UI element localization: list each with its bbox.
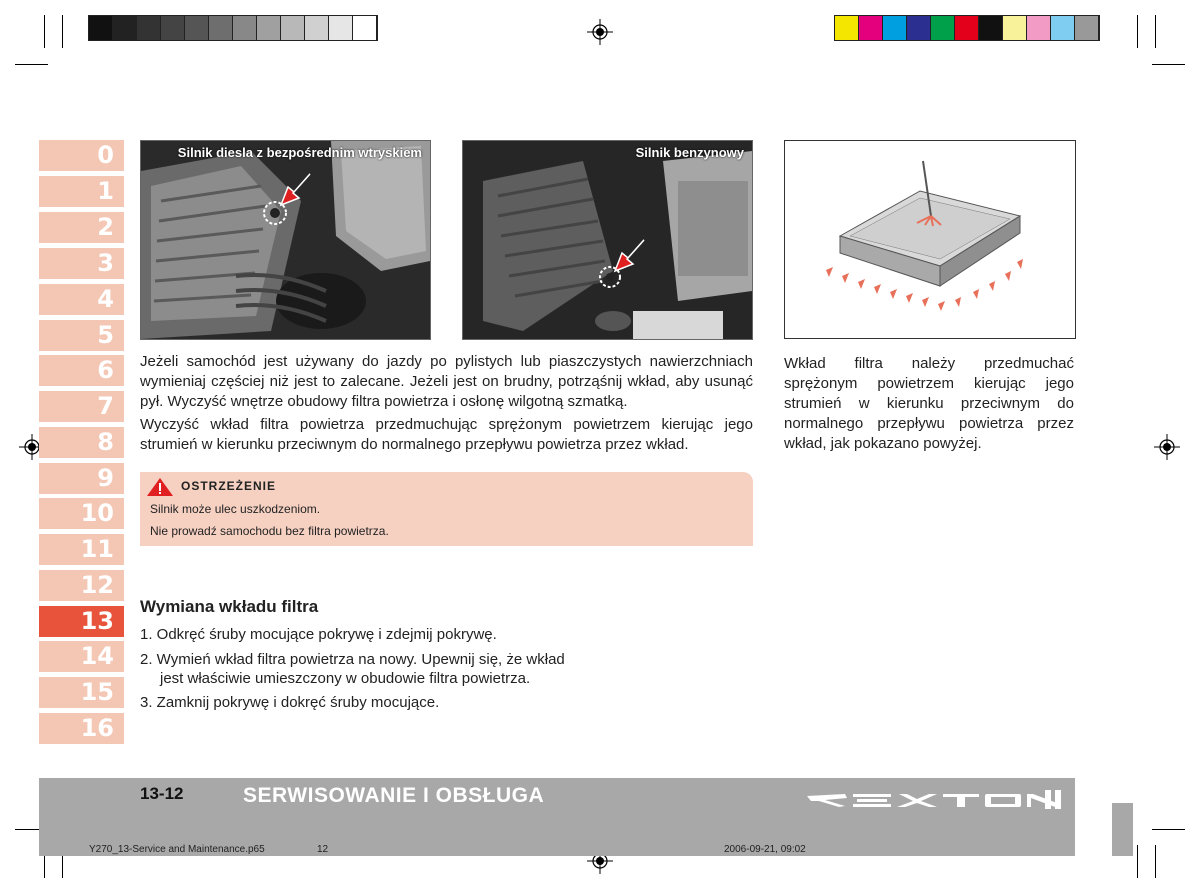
rexton-logo-icon [805, 786, 1065, 812]
tab-chapter-2[interactable]: 2 [39, 212, 124, 243]
slug-filename: Y270_13-Service and Maintenance.p65 [89, 844, 265, 855]
warning-box [140, 472, 753, 546]
section-title: Wymiana wkładu filtra [140, 597, 319, 616]
page-edge-tab [1112, 803, 1133, 856]
process-color-bar [834, 15, 1100, 41]
petrol-engine-photo [462, 140, 753, 340]
tab-chapter-14[interactable]: 14 [39, 641, 124, 672]
page-number: 13-12 [140, 784, 184, 803]
tab-chapter-10[interactable]: 10 [39, 498, 124, 529]
tab-chapter-9[interactable]: 9 [39, 463, 124, 494]
air-filter-illustration [785, 141, 1075, 338]
filter-blow-out-paragraph: Wkład filtra należy przedmuchać sprężonym powietrzem kierując jego strumień w kierunku przeciwnym do normalnego przepływu powietrza przez wkład, jak pokazano powyżej. [784, 355, 1074, 452]
petrol-photo-caption: Silnik benzynowy [635, 145, 744, 160]
tab-chapter-3[interactable]: 3 [39, 248, 124, 279]
step-item: 2. Wymień wkład filtra powietrza na nowy. Upewnij się, że wkład [140, 651, 565, 668]
filter-illustration-frame [784, 140, 1076, 339]
cleaning-paragraph: Wyczyść wkład filtra powietrza przedmuchując sprężonym powietrzem kierując jego strumień w kierunku przeciwnym do normalnego przepływu powietrza przez wkład. [140, 416, 753, 453]
diesel-photo-caption: Silnik diesla z bezpośrednim wtryskiem [177, 145, 422, 160]
grayscale-color-bar [88, 15, 378, 41]
tab-chapter-7[interactable]: 7 [39, 391, 124, 422]
warning-line: Nie prowadź samochodu bez filtra powietrza. [150, 524, 389, 538]
petrol-engine-illustration [463, 141, 752, 339]
tab-chapter-15[interactable]: 15 [39, 677, 124, 708]
rexton-logo [805, 786, 1065, 812]
warning-title: OSTRZEŻENIE [181, 479, 277, 493]
tab-chapter-11[interactable]: 11 [39, 534, 124, 565]
tab-chapter-12[interactable]: 12 [39, 570, 124, 601]
registration-mark-icon [1154, 434, 1180, 460]
slug-date: 2006-09-21, 09:02 [724, 844, 806, 855]
tab-chapter-8[interactable]: 8 [39, 427, 124, 458]
step-item: 1. Odkręć śruby mocujące pokrywę i zdejmij pokrywę. [140, 626, 497, 643]
tab-chapter-1[interactable]: 1 [39, 176, 124, 207]
tab-chapter-16[interactable]: 16 [39, 713, 124, 744]
tab-chapter-4[interactable]: 4 [39, 284, 124, 315]
tab-chapter-5[interactable]: 5 [39, 320, 124, 351]
step-item: 3. Zamknij pokrywę i dokręć śruby mocujące. [140, 694, 440, 711]
diesel-engine-photo [140, 140, 431, 340]
tab-chapter-6[interactable]: 6 [39, 355, 124, 386]
warning-line: Silnik może ulec uszkodzeniom. [150, 502, 321, 516]
slug-page: 12 [317, 844, 329, 855]
chapter-title: SERWISOWANIE I OBSŁUGA [243, 784, 545, 807]
diesel-engine-illustration [141, 141, 430, 339]
step-item-continuation: jest właściwie umieszczony w obudowie filtra powietrza. [160, 670, 531, 687]
tab-chapter-13[interactable]: 13 [39, 606, 124, 637]
dust-conditions-paragraph: Jeżeli samochód jest używany do jazdy po pylistych lub piaszczystych nawierzchniach wymieniaj częściej niż jest to zalecane. Jeżeli jest on brudny, potrząśnij wkład, aby usunąć pył. Wyczyść wnętrze obudowy filtra powietrza i osłonę wilgotną szmatką. [140, 353, 753, 410]
tab-chapter-0[interactable]: 0 [39, 140, 124, 171]
warning-triangle-icon [146, 477, 174, 497]
registration-mark-icon [587, 19, 613, 45]
